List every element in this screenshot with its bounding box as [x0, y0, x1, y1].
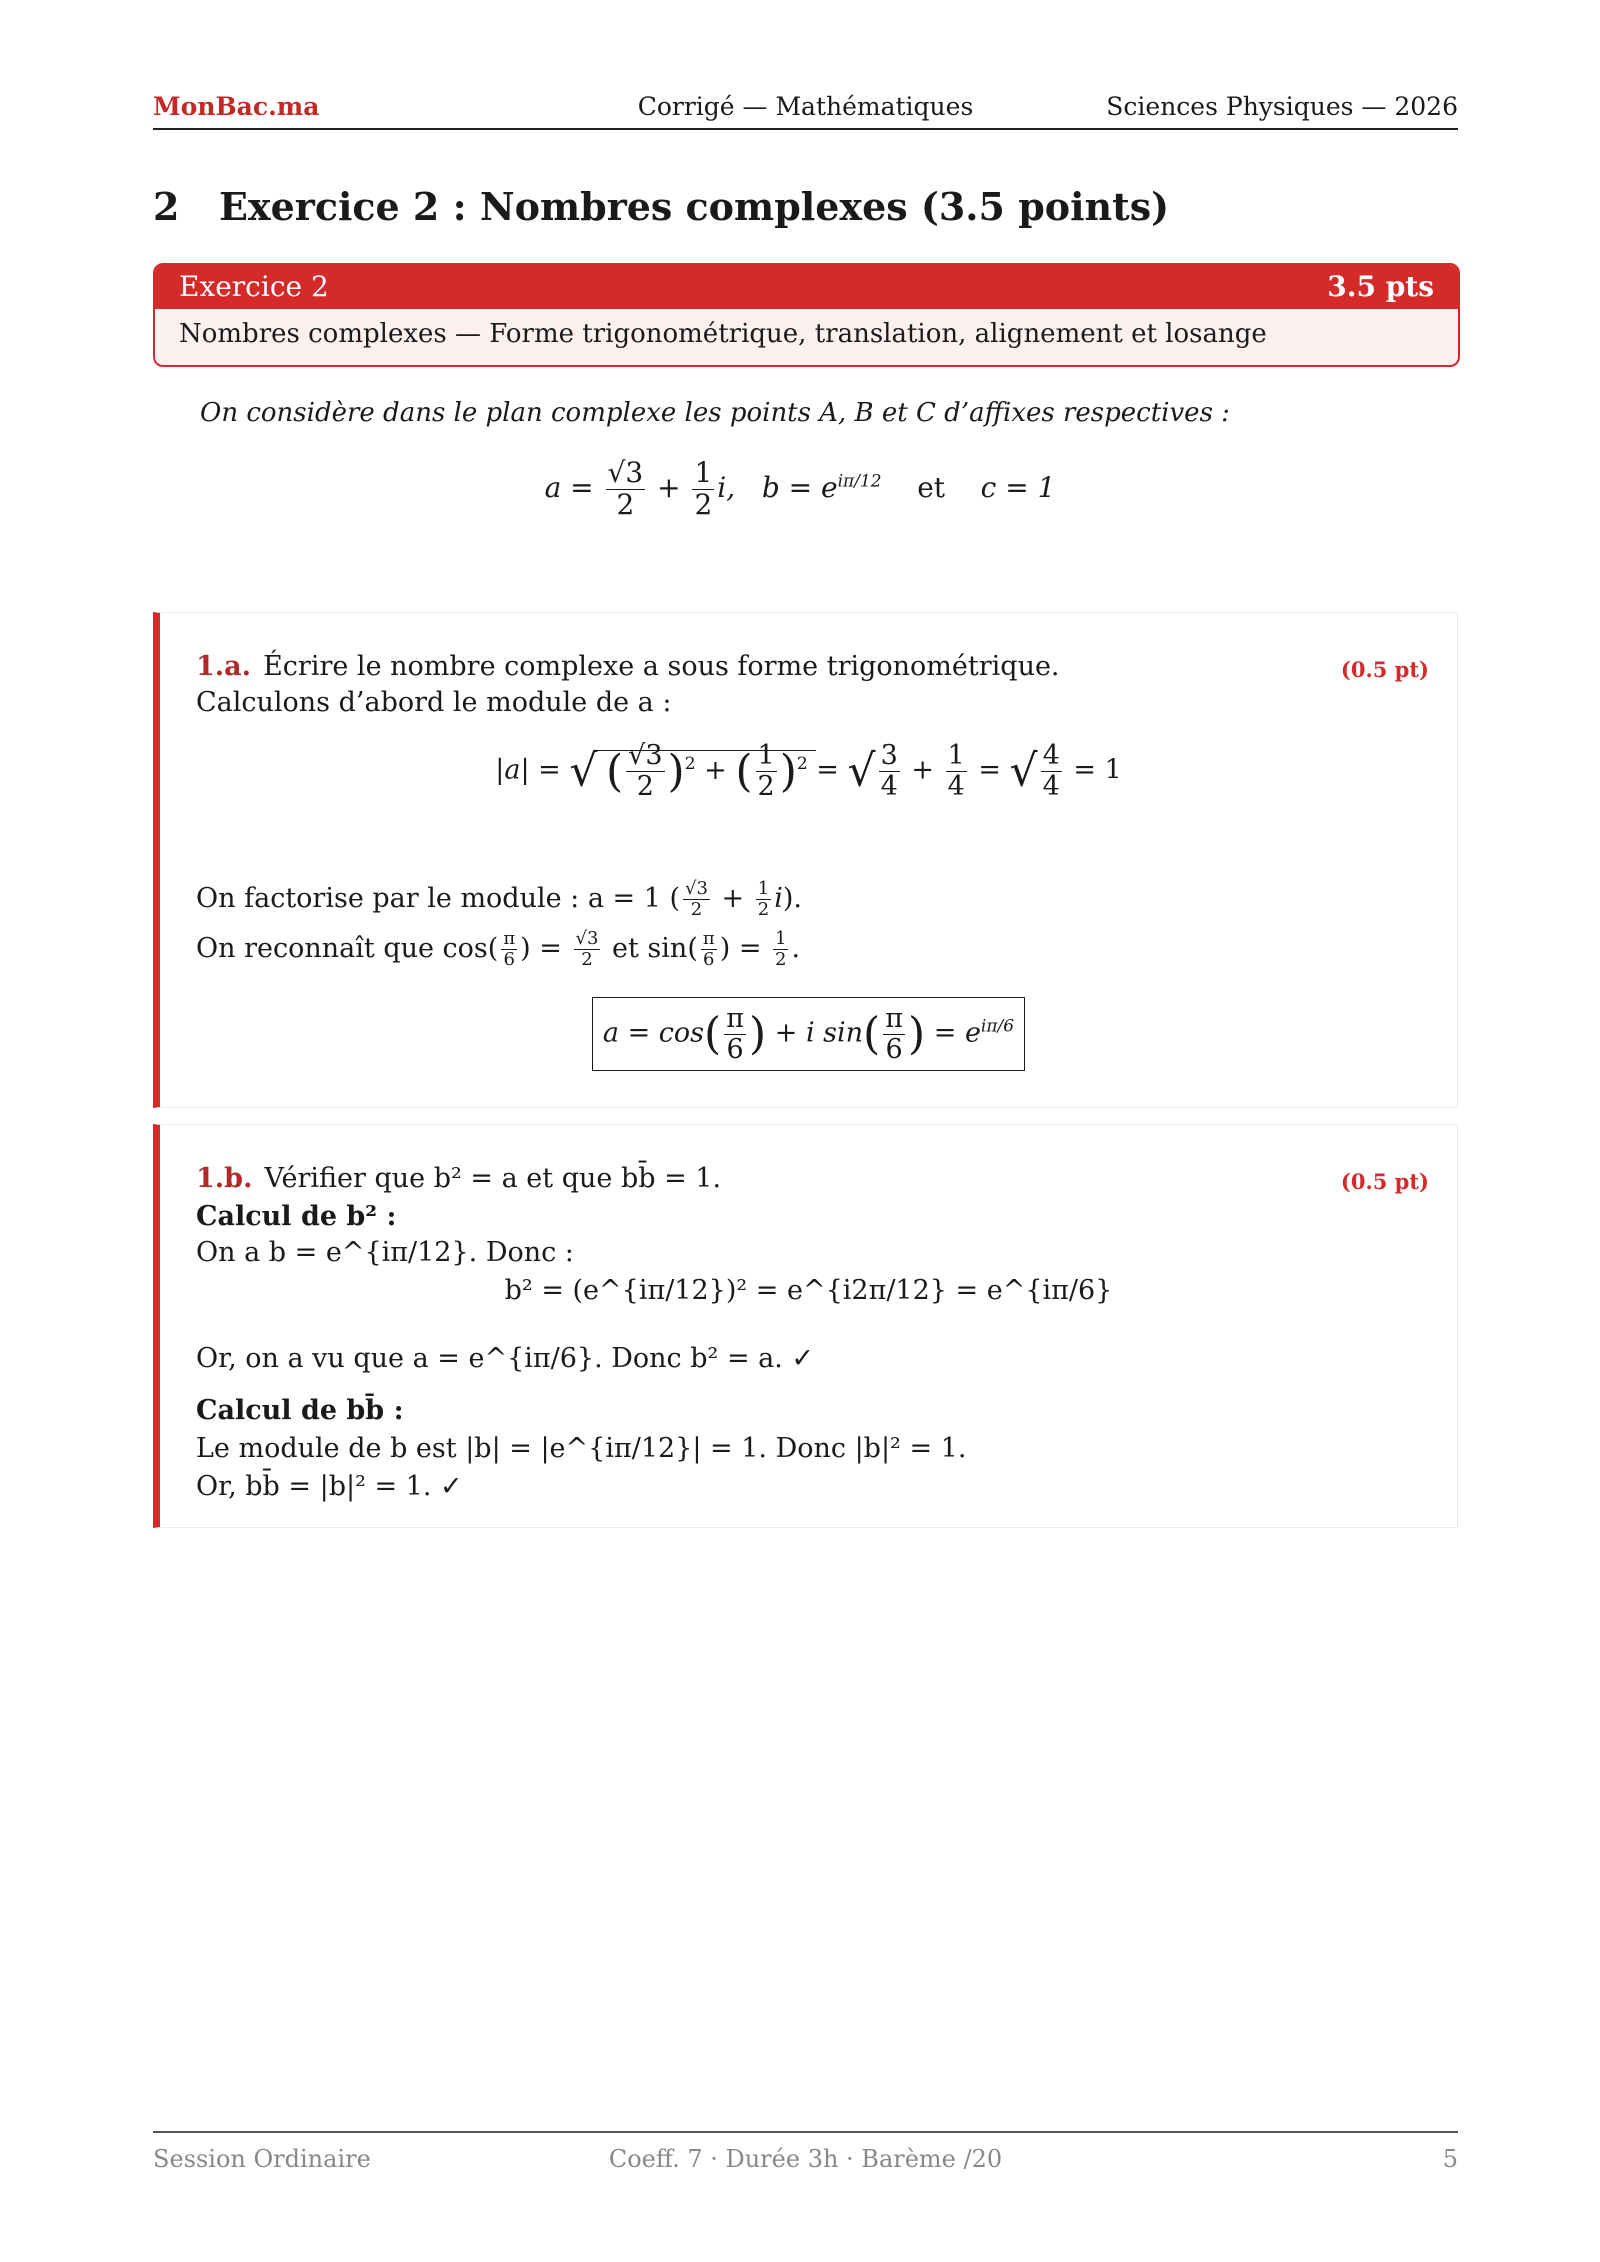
header-title: Corrigé — Mathématiques: [637, 92, 974, 121]
q1a-line1: Calculons d’abord le module de a :: [196, 687, 672, 718]
question-1a-statement: 1.a. Écrire le nombre complexe a sous forme trigonométrique.: [196, 651, 1060, 682]
q1b-line-mod: Le module de b est |b| = |e^{iπ/12}| = 1. Donc |b|² = 1.: [196, 1433, 967, 1464]
exercise-box: [153, 263, 1460, 367]
intro-text: On considère dans le plan complexe les points A, B et C d’affixes respectives :: [200, 398, 1230, 428]
question-1a-box: [153, 612, 1458, 1108]
q1a-factor-line: On factorise par le module : a = 1 ( $\frac{√3}{2}$ + $\frac{1}{2}$ i).: [196, 878, 802, 920]
exercise-box-header: [155, 265, 1458, 309]
intro-equation: a = $\frac{√3}{2}$ + $\frac{1}{2}$ i, $b = e^{i\pi/12}$ et c = 1: [544, 456, 1056, 521]
question-1a-points: (0.5 pt): [1340, 657, 1429, 682]
q1a-boxed-result: a = cos( $\frac{\pi}{6}$ ) + i sin( $\frac{\pi}{6}$ ) = $e^{i\pi/6}$: [160, 997, 1457, 1071]
page-footer: [153, 2131, 1458, 2173]
section-title-text: Exercice 2 : Nombres complexes (3.5 points): [219, 184, 1170, 229]
footer-info: Coeff. 7 · Durée 3h · Barème /20: [608, 2145, 1003, 2173]
exercise-points: 3.5 pts: [1327, 270, 1434, 303]
exercise-label: Exercice 2: [179, 270, 329, 303]
q1a-modulus-equation: |a| = √ ( $\frac{√3}{2}$ )$^2$ + ( $\frac{1}{2}$ )$^2$ = √ $\frac{3}{4}$ + $\frac{1}{4}$ = √ $\frac{4}{4}$ = 1: [495, 740, 1122, 802]
q1b-line-b: On a b = e^{iπ/12}. Donc :: [196, 1237, 574, 1268]
q1b-calc1-title: Calcul de b² :: [196, 1201, 397, 1232]
section-title: [153, 184, 1169, 229]
q1b-eq-b2: b² = (e^{iπ/12})² = e^{i2π/12} = e^{iπ/6}: [504, 1275, 1113, 1306]
page-header: [153, 88, 1458, 130]
q1b-calc2-title: Calcul de bb̄ :: [196, 1395, 404, 1426]
footer-page-number: 5: [1442, 2145, 1458, 2173]
question-1b-box: [153, 1124, 1458, 1528]
section-number: 2: [153, 184, 180, 229]
q1b-line-or1: Or, on a vu que a = e^{iπ/6}. Donc b² = a. ✓: [196, 1343, 815, 1374]
site-name: MonBac.ma: [153, 92, 320, 121]
question-1b-points: (0.5 pt): [1340, 1169, 1429, 1194]
q1a-recognize-line: On reconnaît que cos( $\frac{\pi}{6}$ ) = $\frac{√3}{2}$ et sin( $\frac{\pi}{6}$ ) = $\frac{1}{2}$ .: [196, 928, 801, 970]
footer-session: Session Ordinaire: [153, 2145, 371, 2173]
question-1b-statement: 1.b. Vérifier que b² = a et que bb̄ = 1.: [196, 1163, 722, 1194]
q1b-line-or2: Or, bb̄ = |b|² = 1. ✓: [196, 1471, 463, 1502]
header-series: Sciences Physiques — 2026: [1106, 92, 1458, 121]
exercise-subtitle: Nombres complexes — Forme trigonométrique, translation, alignement et losange: [179, 319, 1267, 349]
